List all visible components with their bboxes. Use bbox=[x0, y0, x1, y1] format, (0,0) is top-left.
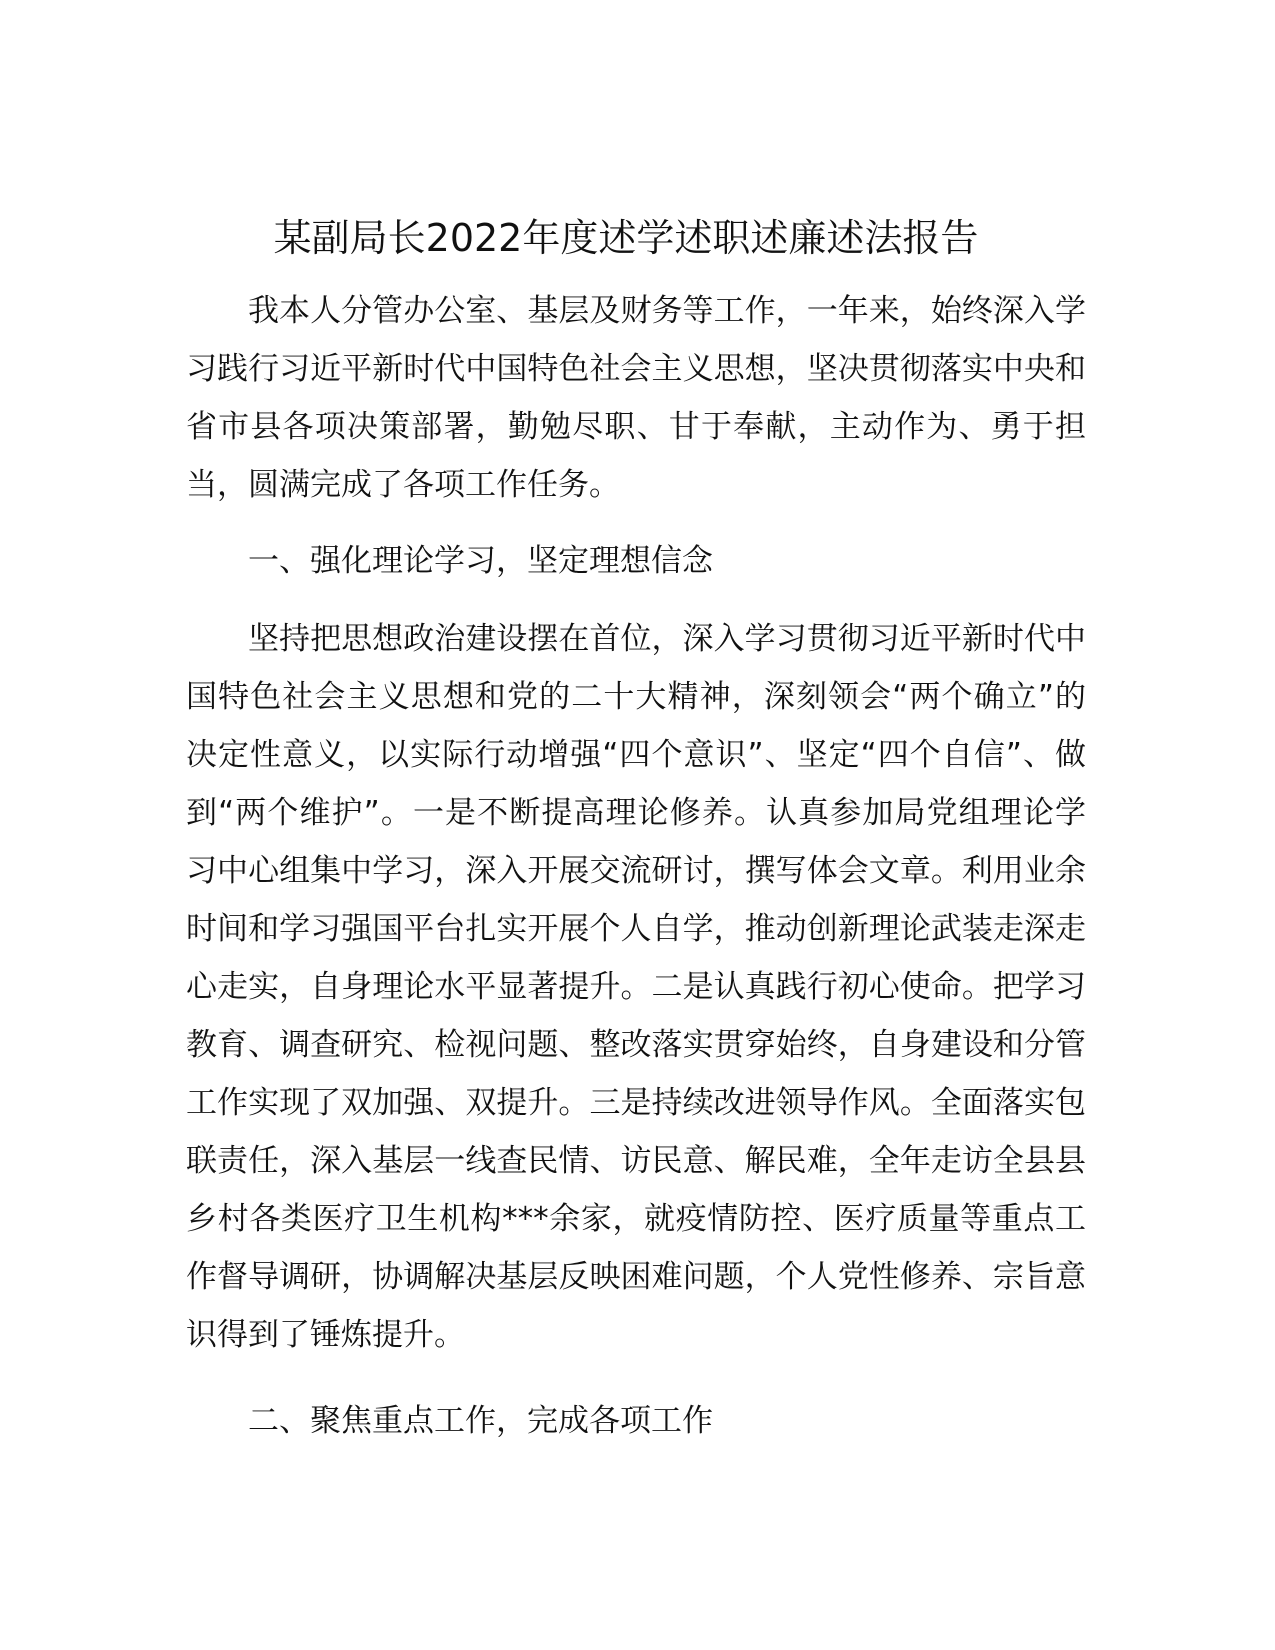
document-content bbox=[186, 210, 1086, 1470]
section-2-heading: 二、聚焦重点工作，完成各项工作 bbox=[248, 1403, 713, 1439]
section-1-heading: 一、强化理论学习，坚定理想信念 bbox=[248, 543, 713, 579]
intro-paragraph: 我本人分管办公室、基层及财务等工作，一年来，始终深入学习践行习近平新时代中国特色社会主义思想，坚决贯彻落实中央和省市县各项决策部署，勤勉尽职、甘于奉献，主动作为、勇于担当，圆满完成了各项工作任务。 bbox=[186, 293, 1086, 503]
section-1-paragraph: 坚持把思想政治建设摆在首位，深入学习贯彻习近平新时代中国特色社会主义思想和党的二十大精神，深刻领会“两个确立”的决定性意义，以实际行动增强“四个意识”、坚定“四个自信”、做到“两个维护”。一是不断提高理论修养。认真参加局党组理论学习中心组集中学习，深入开展交流研讨，撰写体会文章。利用业余时间和学习强国平台扎实开展个人自学，推动创新理论武装走深走心走实，自身理论水平显著提升。二是认真践行初心使命。把学习教育、调查研究、检视问题、整改落实贯穿始终，自身建设和分管工作实现了双加强、双提升。三是持续改进领导作风。全面落实包联责任，深入基层一线查民情、访民意、解民难，全年走访全县县乡村各类医疗卫生机构***余家，就疫情防控、医疗质量等重点工作督导调研，协调解决基层反映困难问题，个人党性修养、宗旨意识得到了锤炼提升。 bbox=[186, 621, 1086, 1353]
document-title: 某副局长2022年度述学述职述廉述法报告 bbox=[273, 216, 979, 260]
